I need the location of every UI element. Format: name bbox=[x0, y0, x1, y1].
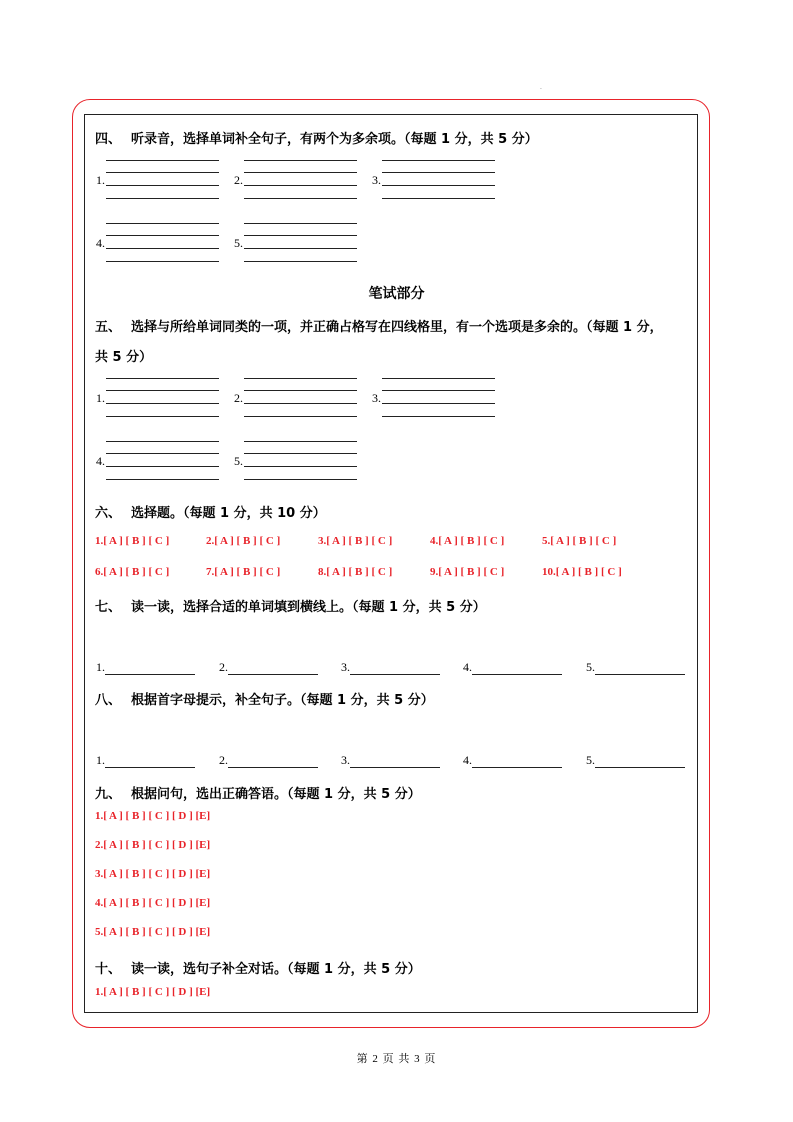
answer-options[interactable]: [ A ] [ B ] [ C ] [ D ] [E] bbox=[103, 810, 211, 822]
section-4-heading bbox=[95, 128, 538, 147]
mc-answer[interactable]: 2.[ A ] [ B ] [ C ] bbox=[206, 535, 281, 547]
mc-answer[interactable]: 1.[ A ] [ B ] [ C ] bbox=[95, 535, 170, 547]
section-instruction: 听录音，选择单词补全句子，有两个为多余项。（每题 1 分，共 5 分） bbox=[131, 132, 538, 147]
answer-options[interactable]: [ A ] [ B ] [ C ] [ D ] [E] bbox=[103, 986, 211, 998]
answer-options[interactable]: [ A ] [ B ] [ C ] bbox=[103, 566, 170, 578]
four-line-grid bbox=[382, 160, 495, 200]
fill-blank[interactable]: 5. bbox=[586, 753, 685, 768]
item-number: 2. bbox=[234, 391, 243, 405]
section-instruction: 选择与所给单词同类的一项，并正确占格写在四线格里，有一个选项是多余的。（每题 1 分， bbox=[131, 320, 663, 335]
four-line-grid bbox=[106, 160, 219, 200]
answer-options[interactable]: [ A ] [ B ] [ C ] bbox=[103, 535, 170, 547]
mc-answer[interactable]: 3.[ A ] [ B ] [ C ] bbox=[318, 535, 393, 547]
written-part-title: 笔试部分 bbox=[368, 286, 425, 302]
answer-options[interactable]: [ A ] [ B ] [ C ] bbox=[214, 535, 281, 547]
mc-answer[interactable]: 1.[ A ] [ B ] [ C ] [ D ] [E] bbox=[95, 810, 211, 822]
section-instruction: 读一读，选择合适的单词填到横线上。（每题 1 分，共 5 分） bbox=[131, 600, 486, 615]
fill-blank[interactable]: 5. bbox=[586, 660, 685, 675]
answer-options[interactable]: [ A ] [ B ] [ C ] [ D ] [E] bbox=[103, 839, 211, 851]
blank-line[interactable] bbox=[350, 756, 440, 768]
section-7-heading bbox=[95, 596, 486, 615]
writing-grid-item[interactable] bbox=[234, 441, 356, 481]
blank-line[interactable] bbox=[595, 663, 685, 675]
item-number: 1. bbox=[96, 173, 105, 187]
section-5-heading bbox=[95, 316, 663, 335]
answer-options[interactable]: [ A ] [ B ] [ C ] [ D ] [E] bbox=[103, 868, 211, 880]
writing-grid-item[interactable] bbox=[96, 378, 218, 418]
four-line-grid bbox=[106, 441, 219, 481]
section-instruction: 根据首字母提示，补全句子。（每题 1 分，共 5 分） bbox=[131, 693, 434, 708]
blank-line[interactable] bbox=[595, 756, 685, 768]
section-8-heading bbox=[95, 689, 434, 708]
answer-options[interactable]: [ A ] [ B ] [ C ] bbox=[326, 566, 393, 578]
writing-grid-item[interactable] bbox=[234, 160, 356, 200]
fill-blank[interactable]: 2. bbox=[219, 660, 318, 675]
four-line-grid bbox=[244, 160, 357, 200]
mc-answer[interactable]: 4.[ A ] [ B ] [ C ] [ D ] [E] bbox=[95, 897, 211, 909]
section-5-heading-continued: 共 5 分） bbox=[95, 350, 153, 365]
fill-blank[interactable]: 4. bbox=[463, 753, 562, 768]
fill-blank[interactable]: 2. bbox=[219, 753, 318, 768]
fill-blank[interactable]: 4. bbox=[463, 660, 562, 675]
mc-answer[interactable]: 4.[ A ] [ B ] [ C ] bbox=[430, 535, 505, 547]
fill-blank[interactable]: 1. bbox=[96, 753, 195, 768]
answer-options[interactable]: [ A ] [ B ] [ C ] bbox=[555, 566, 622, 578]
blank-line[interactable] bbox=[105, 663, 195, 675]
mc-answer[interactable]: 2.[ A ] [ B ] [ C ] [ D ] [E] bbox=[95, 839, 211, 851]
mc-answer[interactable]: 5.[ A ] [ B ] [ C ] bbox=[542, 535, 617, 547]
answer-options[interactable]: [ A ] [ B ] [ C ] bbox=[438, 535, 505, 547]
answer-options[interactable]: [ A ] [ B ] [ C ] bbox=[438, 566, 505, 578]
writing-grid-item[interactable] bbox=[96, 160, 218, 200]
section-number: 五、 bbox=[95, 320, 122, 335]
item-number: 3. bbox=[372, 391, 381, 405]
answer-options[interactable]: [ A ] [ B ] [ C ] bbox=[214, 566, 281, 578]
blank-line[interactable] bbox=[228, 663, 318, 675]
fill-blank[interactable]: 3. bbox=[341, 660, 440, 675]
item-number: 1. bbox=[96, 391, 105, 405]
four-line-grid bbox=[244, 378, 357, 418]
writing-grid-item[interactable] bbox=[96, 223, 218, 263]
mc-answer[interactable]: 1.[ A ] [ B ] [ C ] [ D ] [E] bbox=[95, 986, 211, 998]
answer-options[interactable]: [ A ] [ B ] [ C ] bbox=[326, 535, 393, 547]
item-number: 5. bbox=[234, 454, 243, 468]
four-line-grid bbox=[244, 223, 357, 263]
writing-grid-item[interactable] bbox=[234, 223, 356, 263]
answer-options[interactable]: [ A ] [ B ] [ C ] [ D ] [E] bbox=[103, 926, 211, 938]
item-number: 3. bbox=[372, 173, 381, 187]
section-number: 四、 bbox=[95, 132, 122, 147]
section-number: 七、 bbox=[95, 600, 122, 615]
section-number: 九、 bbox=[95, 787, 122, 802]
four-line-grid bbox=[244, 441, 357, 481]
blank-line[interactable] bbox=[350, 663, 440, 675]
writing-grid-item[interactable] bbox=[234, 378, 356, 418]
item-number: 2. bbox=[234, 173, 243, 187]
section-9-heading bbox=[95, 783, 421, 802]
fill-blank[interactable]: 3. bbox=[341, 753, 440, 768]
four-line-grid bbox=[106, 378, 219, 418]
four-line-grid bbox=[382, 378, 495, 418]
section-number: 六、 bbox=[95, 506, 122, 521]
mc-answer[interactable]: 9.[ A ] [ B ] [ C ] bbox=[430, 566, 505, 578]
blank-line[interactable] bbox=[472, 663, 562, 675]
item-number: 4. bbox=[96, 454, 105, 468]
four-line-grid bbox=[106, 223, 219, 263]
section-10-heading bbox=[95, 958, 421, 977]
section-instruction: 选择题。（每题 1 分，共 10 分） bbox=[131, 506, 326, 521]
answer-options[interactable]: [ A ] [ B ] [ C ] bbox=[550, 535, 617, 547]
answer-options[interactable]: [ A ] [ B ] [ C ] [ D ] [E] bbox=[103, 897, 211, 909]
section-instruction: 读一读，选句子补全对话。（每题 1 分，共 5 分） bbox=[131, 962, 421, 977]
mc-answer[interactable]: 7.[ A ] [ B ] [ C ] bbox=[206, 566, 281, 578]
blank-line[interactable] bbox=[228, 756, 318, 768]
item-number: 4. bbox=[96, 236, 105, 250]
writing-grid-item[interactable] bbox=[96, 441, 218, 481]
blank-line[interactable] bbox=[105, 756, 195, 768]
fill-blank[interactable]: 1. bbox=[96, 660, 195, 675]
page-footer: 第 2 页 共 3 页 bbox=[356, 1053, 437, 1065]
blank-line[interactable] bbox=[472, 756, 562, 768]
top-mark: . bbox=[540, 84, 542, 91]
item-number: 5. bbox=[234, 236, 243, 250]
section-number: 八、 bbox=[95, 693, 122, 708]
section-number: 十、 bbox=[95, 962, 122, 977]
mc-answer[interactable]: 3.[ A ] [ B ] [ C ] [ D ] [E] bbox=[95, 868, 211, 880]
writing-grid-item[interactable] bbox=[372, 160, 494, 200]
section-instruction: 根据问句，选出正确答语。（每题 1 分，共 5 分） bbox=[131, 787, 421, 802]
writing-grid-item[interactable] bbox=[372, 378, 494, 418]
mc-answer[interactable]: 5.[ A ] [ B ] [ C ] [ D ] [E] bbox=[95, 926, 211, 938]
mc-answer[interactable]: 8.[ A ] [ B ] [ C ] bbox=[318, 566, 393, 578]
section-6-heading bbox=[95, 502, 326, 521]
mc-answer[interactable]: 6.[ A ] [ B ] [ C ] bbox=[95, 566, 170, 578]
mc-answer[interactable]: 10.[ A ] [ B ] [ C ] bbox=[542, 566, 622, 578]
